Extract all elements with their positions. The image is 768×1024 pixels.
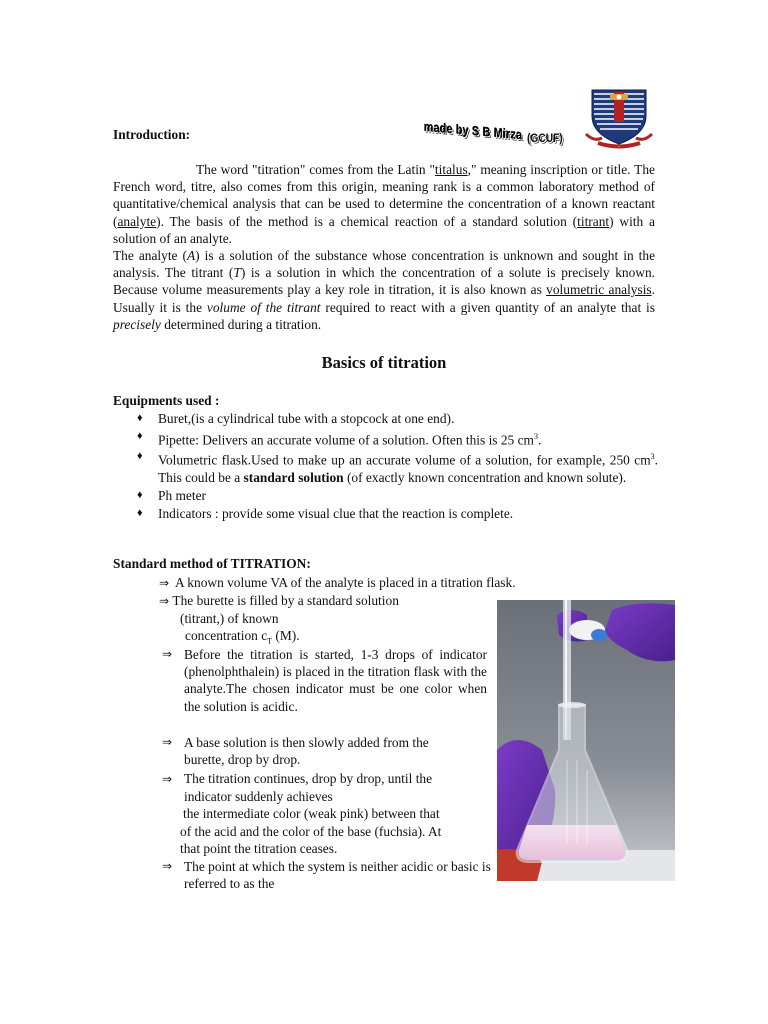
volumetric-analysis-term: volumetric analysis [546,282,652,298]
svg-text:~: ~ [617,145,621,149]
titalus-term: titalus [434,162,468,177]
made-by-label: made by S B Mirza [424,119,523,143]
method-step-4: ⇒ A base solution is then slowly added from the burette, drop by drop. [162,735,429,768]
university-crest-logo [584,86,654,150]
list-item: ♦ Buret,(is a cylindrical tube with a stopcock at one end). [137,411,455,426]
analyte-term: analyte [117,213,157,229]
list-item: ♦ Ph meter [137,487,206,503]
intro-paragraph-1: The word "titration" comes from the Latin "titalus," meaning inscription or title. The French word, titre, also comes from this origin, meaning rank is a common laboratory method of quantitative/chemical analysis that can be used to determine the concentration of a known reactant (analyte). The basis of the method is a chemical reaction of a standard solution (titrant) with a solution of an analyte. [113,162,655,246]
method-step-2-line2: (titrant,) of known [180,611,279,626]
gcuf-label: (GCUF) [527,131,563,145]
equipment-heading: Equipments used : [113,393,220,408]
method-step-5: ⇒ The titration continues, drop by drop, until the indicator suddenly achieves the intermediate color (weak pink) between that of the acid and the color of the base (fuchsia). At that point the titration ceases. [162,771,442,856]
basics-title: Basics of titration [321,353,447,372]
equipment-list [113,410,658,523]
method-step-2: ⇒ The burette is filled by a standard solution [159,593,399,608]
titration-photo [497,600,675,881]
method-step-2-line3: concentration $c_T$ (M). [185,628,300,646]
titrant-term: titrant [577,213,610,229]
intro-paragraph-2: The analyte (A) is a solution of the substance whose concentration is unknown and sought in the analysis. The titrant (T) is a solution in which the concentration of a solute is precisely known. Because volume measurements play a key role in titration, it is also known as volumetric analysis. Usually it is the volume of the titrant required to react with a given quantity of an analyte that is precisely determined during a titration. [113,248,656,332]
intro-heading: Introduction: [113,127,191,142]
method-step-6: ⇒ The point at which the system is neither acidic or basic is referred to as the [162,859,491,892]
list-item: ♦ Pipette: Delivers an accurate volume of a solution. Often this is 25 $cm^3$. [137,429,542,447]
list-item: ♦ Indicators : provide some visual clue that the reaction is complete. [137,506,514,522]
method-step-3: ⇒ Before the titration is started, 1-3 drops of indicator (phenolphthalein) is placed in the titration flask with the analyte.The chosen indicator must be one color when the solution is acidic. [162,647,487,714]
method-step-1: ⇒ A known volume VA of the analyte is placed in a titration flask. [159,575,516,590]
list-item: ♦ Volumetric flask.Used to make up an accurate volume of a solution, for example, 250 $cm^3$. This could be a standard solution (of exactly known concentration and known solute). [137,450,658,486]
method-heading: Standard method of TITRATION: [113,556,311,571]
